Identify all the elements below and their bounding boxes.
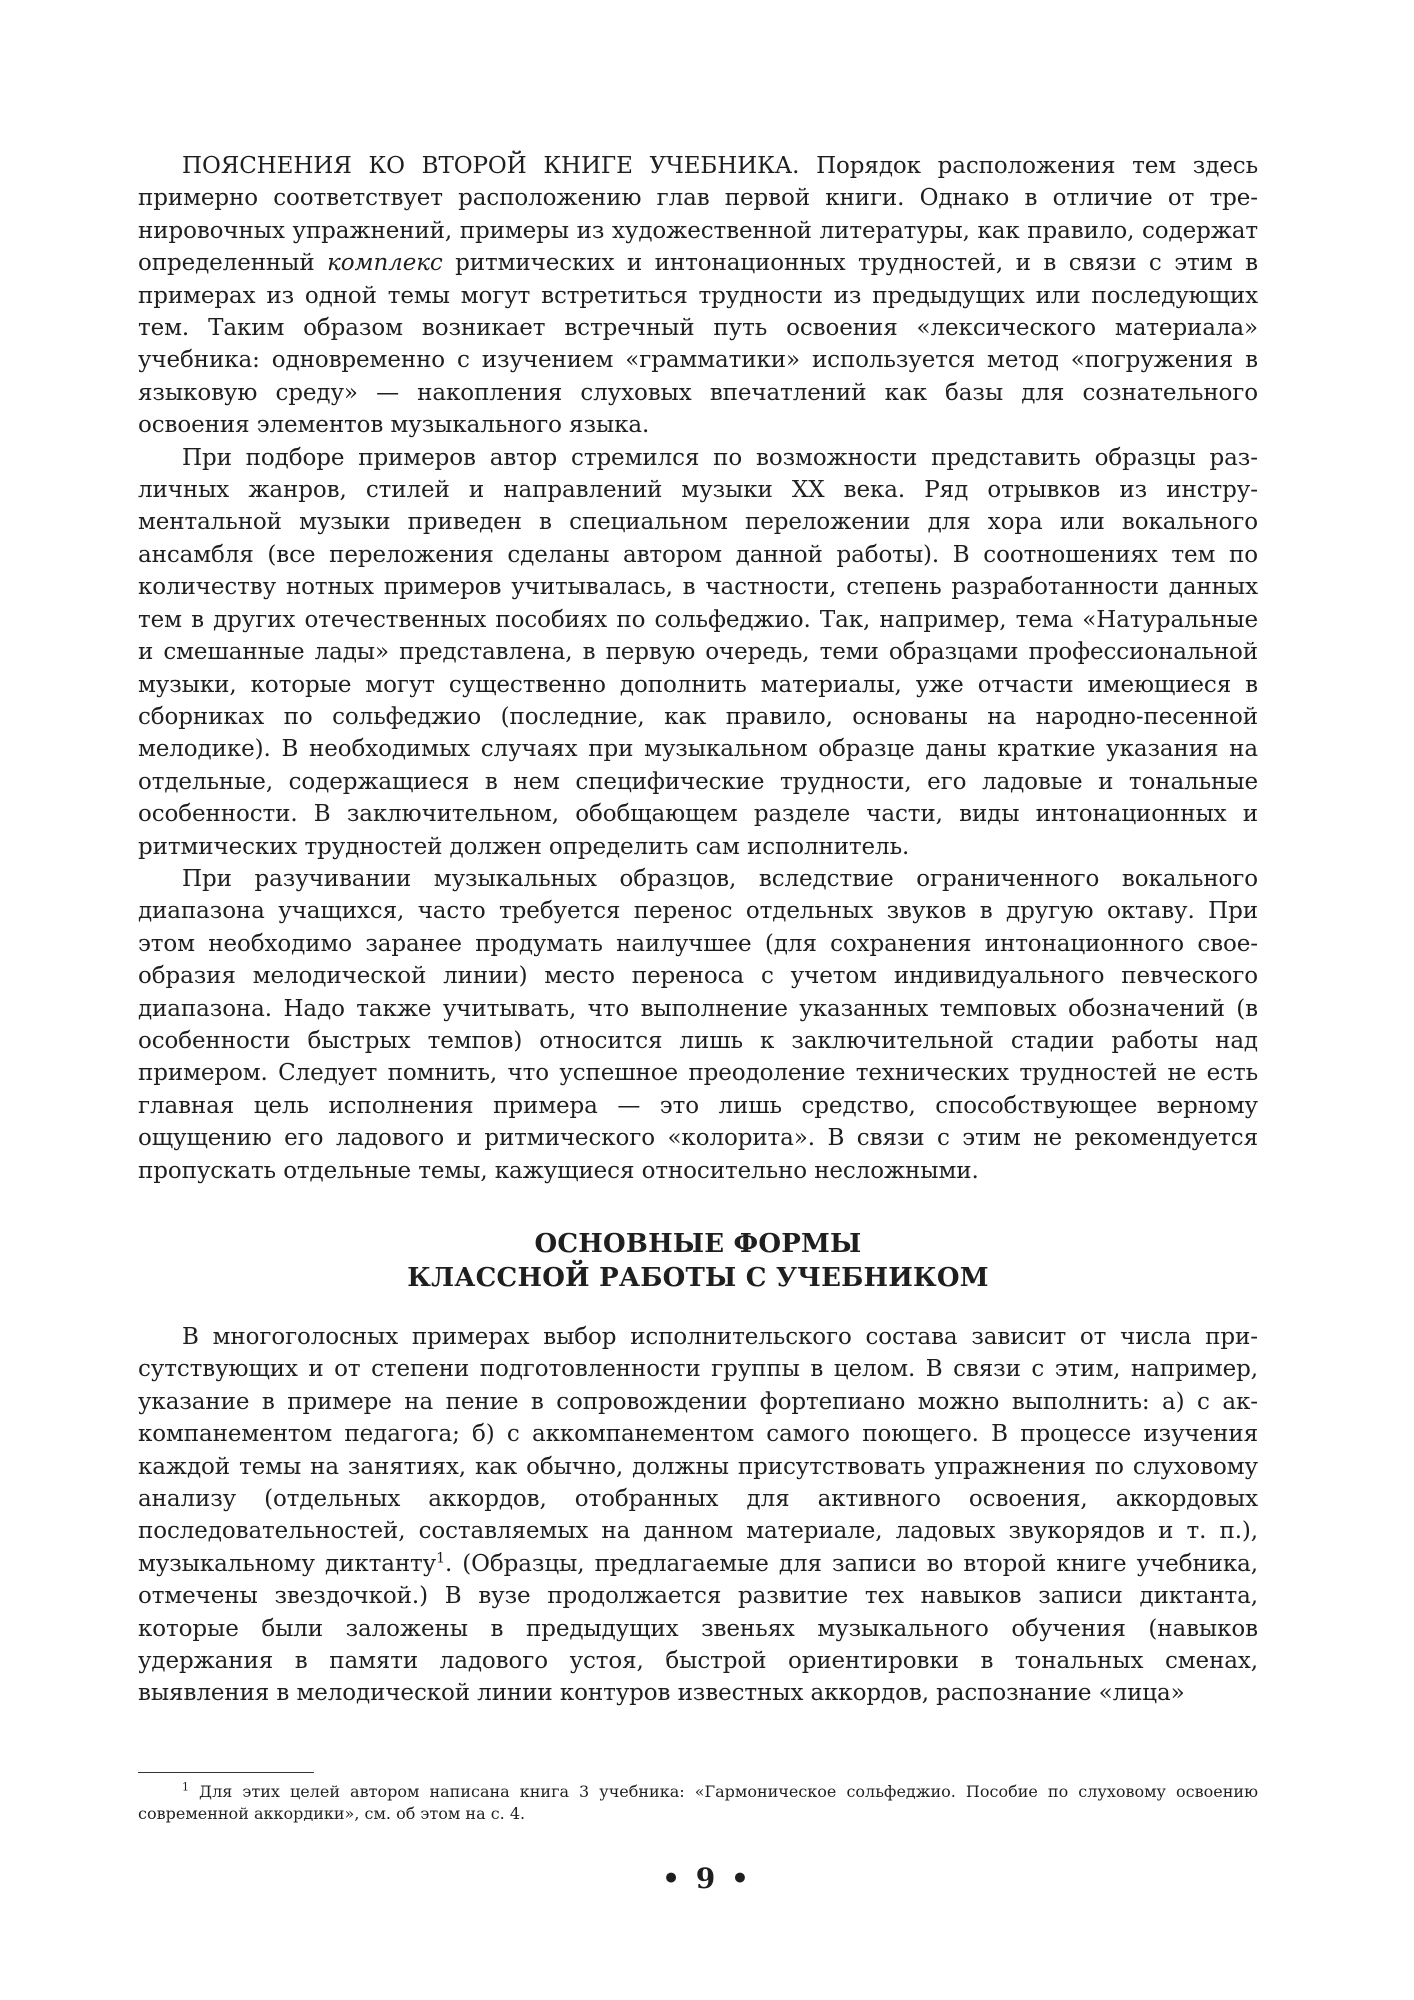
footnote-text: Для этих целей автором написана книга 3 учебника: «Гармоническое сольфеджио. Пособие по слуховому освоению современной аккордики», см. об этом на с. 4. bbox=[138, 1782, 1258, 1823]
section-title-line-1: ОСНОВНЫЕ ФОРМЫ bbox=[534, 1229, 862, 1259]
section-title bbox=[138, 1227, 1258, 1295]
paragraph-1 bbox=[138, 150, 1258, 442]
footnote-area bbox=[138, 1772, 1258, 1825]
page-body bbox=[138, 150, 1258, 1710]
section-title-line-2: КЛАССНОЙ РАБОТЫ С УЧЕБНИКОМ bbox=[407, 1263, 989, 1293]
section-paragraph bbox=[138, 1321, 1258, 1710]
paragraph-3: При разучивании музыкальных образцов, вследствие ограниченного вокального диапазона учащихся, часто требуется перенос отдельных звуков в другую октаву. При этом необходимо заранее продумать наилучшее (для сохранения интонационного своеобразия мелодической линии) место переноса с учетом индивидуального певческого диапазона. Надо также учитывать, что выполнение указанных темповых обозначений (в особенности быстрых темпов) относится лишь к заключительной стадии работы над примером. Следует помнить, что успешное преодоление технических трудностей не есть главная цель исполнения примера — это лишь средство, способствующее верному ощущению его ладового и ритмического «колорита». В связи с этим не рекомендуется пропускать отдельные темы, кажущиеся относительно несложными. bbox=[138, 865, 1258, 1184]
footnote bbox=[138, 1781, 1258, 1825]
page-number: • 9 • bbox=[662, 1862, 752, 1895]
section-paragraph-after-note: . (Образцы, предлагаемые для записи во второй книге учебника, отмечены звездочкой.) В вузе продолжается развитие тех навыков записи диктанта, которые были заложены в предыдущих звеньях музыкального обучения (навыков удержания в памяти ладового устоя, быстрой ориентировки в тональных сменах, выявления в мелодической линии контуров известных аккордов, распознание «лица» bbox=[138, 1550, 1258, 1707]
paragraph-1-emphasis: комплекс bbox=[327, 250, 443, 277]
paragraph-1-tail: ритмических и интонационных трудностей, и в связи с этим в примерах из одной темы могут встретиться трудности из предыдущих или последующих тем. Таким образом возникает встречный путь освоения «лексического материала» учебника: одновременно с изучением «грамматики» используется метод «погружения в языковую среду» — накопления слуховых впечатлений как базы для сознательного освоения элементов музыкального языка. bbox=[138, 250, 1258, 439]
paragraph-2: При подборе примеров автор стремился по возможности представить образцы различных жанров, стилей и направлений музыки XX века. Ряд отрывков из инструментальной музыки приведен в специальном переложении для хора или вокального ансамбля (все переложения сделаны автором данной работы). В соотношениях тем по количеству нотных примеров учитывалась, в частности, степень разработанности данных тем в других отечественных пособиях по сольфеджио. Так, например, тема «Натуральные и смешанные лады» представлена, в первую очередь, теми образцами профессиональной музыки, которые могут существенно дополнить материалы, уже отчасти имеющиеся в сборниках по сольфеджио (последние, как правило, основаны на народно-песенной мелодике). В необходимых случаях при музыкальном образце даны краткие указания на отдельные, содержащиеся в нем специфические трудности, его ладовые и тональные особенности. В заключительном, обобщающем разделе части, виды интонационных и ритмических трудностей должен определить сам исполнитель. bbox=[138, 444, 1258, 860]
footnote-divider bbox=[138, 1772, 314, 1773]
footnote-reference[interactable]: 1 bbox=[436, 1550, 445, 1567]
footnote-marker: 1 bbox=[182, 1780, 189, 1794]
section-paragraph-before-note: В многоголосных примерах выбор исполнительского состава зависит от числа присутствующих и от степени подготовленности группы в целом. В связи с этим, например, указание в примере на пение в сопровождении фортепиано можно выполнить: а) с аккомпанементом педагога; б) с аккомпанементом самого поющего. В процессе изучения каждой темы на занятиях, как обычно, должны присутствовать упражнения по слуховому анализу (отдельных аккордов, отобранных для активного освоения, аккордовых последовательностей, составляемых на данном материале, ладовых звукорядов и т. п.), музыкальному диктанту bbox=[138, 1324, 1258, 1577]
paragraph-1-lead: ПОЯСНЕНИЯ КО ВТОРОЙ КНИГЕ УЧЕБНИКА. Порядок расположения тем здесь примерно соответствует расположению глав первой книги. Однако в отличие от тренировочных упражнений, примеры из художественной литературы, как правило, содержат определенный bbox=[138, 153, 1258, 277]
